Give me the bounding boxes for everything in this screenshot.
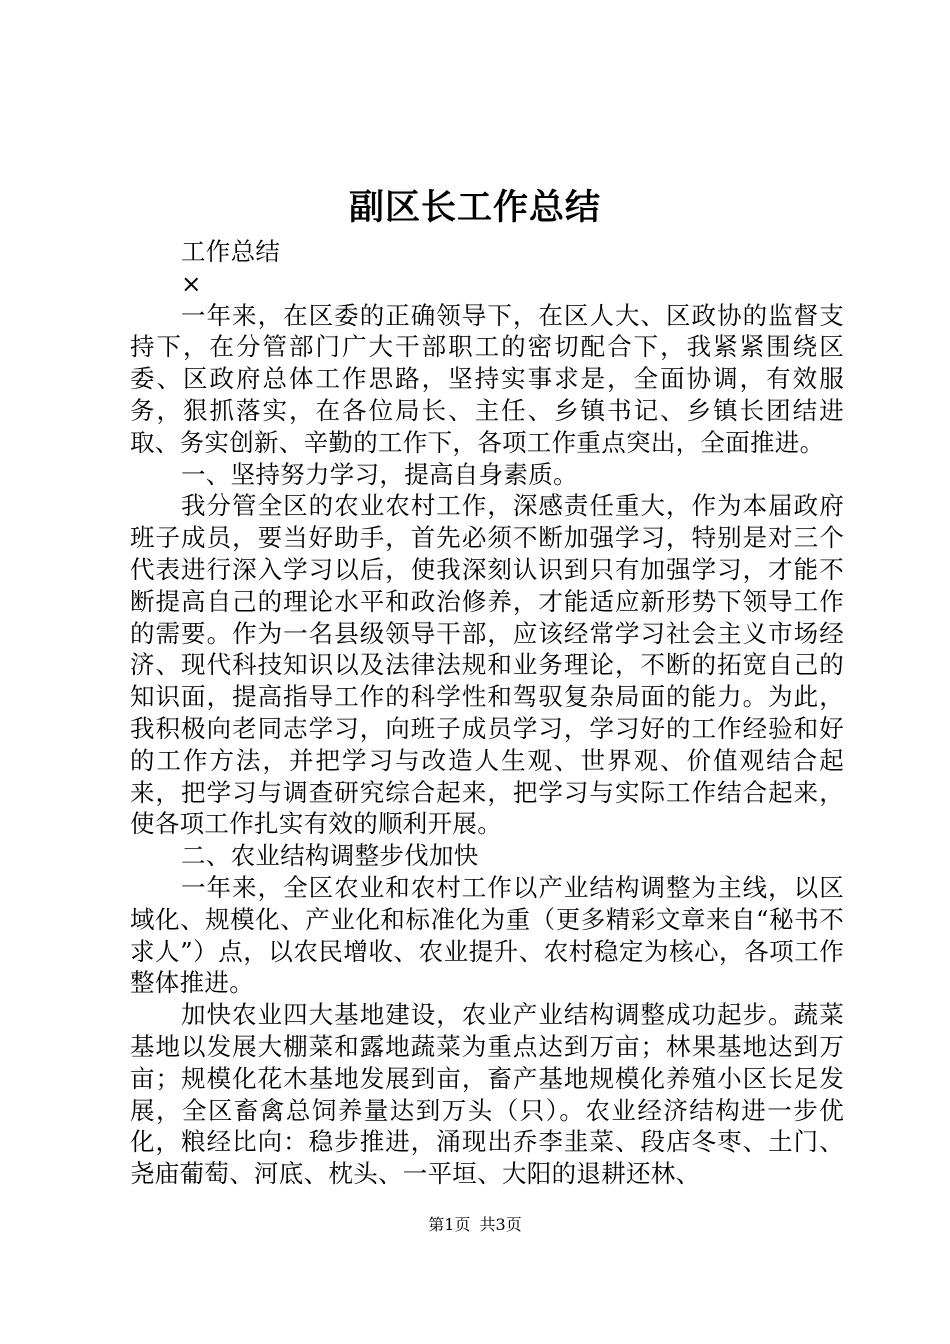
- document-body: [130, 236, 844, 1190]
- paragraph: 工作总结: [181, 237, 281, 266]
- paragraph: 一年来，在区委的正确领导下，在区人大、区政协的监督支持下，在分管部门广大干部职工的密切配合下，我紧紧围绕区委、区政府总体工作思路，坚持实事求是，全面协调，有效服务，狠抓落实，在各位局长、主任、乡镇书记、乡镇长团结进取、务实创新、辛勤的工作下，各项工作重点突出，全面推进。: [130, 300, 844, 457]
- paragraph: 一年来，全区农业和农村工作以产业结构调整为主线，以区域化、规模化、产业化和标准化为重（更多精彩文章来自“秘书不求人”）点，以农民增收、农业提升、农村稳定为核心，各项工作整体推进。: [130, 872, 844, 998]
- paragraph: 加快农业四大基地建设，农业产业结构调整成功起步。蔬菜基地以发展大棚菜和露地蔬菜为重点达到万亩；林果基地达到万亩；规模化花木基地发展到亩，畜产基地规模化养殖小区长足发展，全区畜禽总饲养量达到万头（只）。农业经济结构进一步优化，粮经比向：稳步推进，涌现出乔李韭菜、段店冬枣、土门、尧庙葡萄、河底、枕头、一平垣、大阳的退耕还林、: [130, 1000, 844, 1189]
- paragraph: 我分管全区的农业农村工作，深感责任重大，作为本届政府班子成员，要当好助手，首先必须不断加强学习，特别是对三个代表进行深入学习以后，使我深刻认识到只有加强学习，才能不断提高自己的理论水平和政治修养，才能适应新形势下领导工作的需要。作为一名县级领导干部，应该经常学习社会主义市场经济、现代科技知识以及法律法规和业务理论，不断的拓宽自己的知识面，提高指导工作的科学性和驾驭复杂局面的能力。为此，我积极向老同志学习，向班子成员学习，学习好的工作经验和好的工作方法，并把学习与改造人生观、世界观、价值观结合起来，把学习与调查研究综合起来，把学习与实际工作结合起来，使各项工作扎实有效的顺利开展。: [130, 491, 844, 839]
- section-heading: 一、坚持努力学习，提高自身素质。: [181, 459, 578, 489]
- document-title: 副区长工作总结: [348, 187, 601, 228]
- page-number: 第1页: [428, 1215, 471, 1234]
- paragraph: ×: [181, 268, 202, 298]
- section-heading: 二、农业结构调整步伐加快: [181, 841, 479, 871]
- page-footer: [0, 1214, 950, 1236]
- page-total: 共3页: [479, 1215, 522, 1234]
